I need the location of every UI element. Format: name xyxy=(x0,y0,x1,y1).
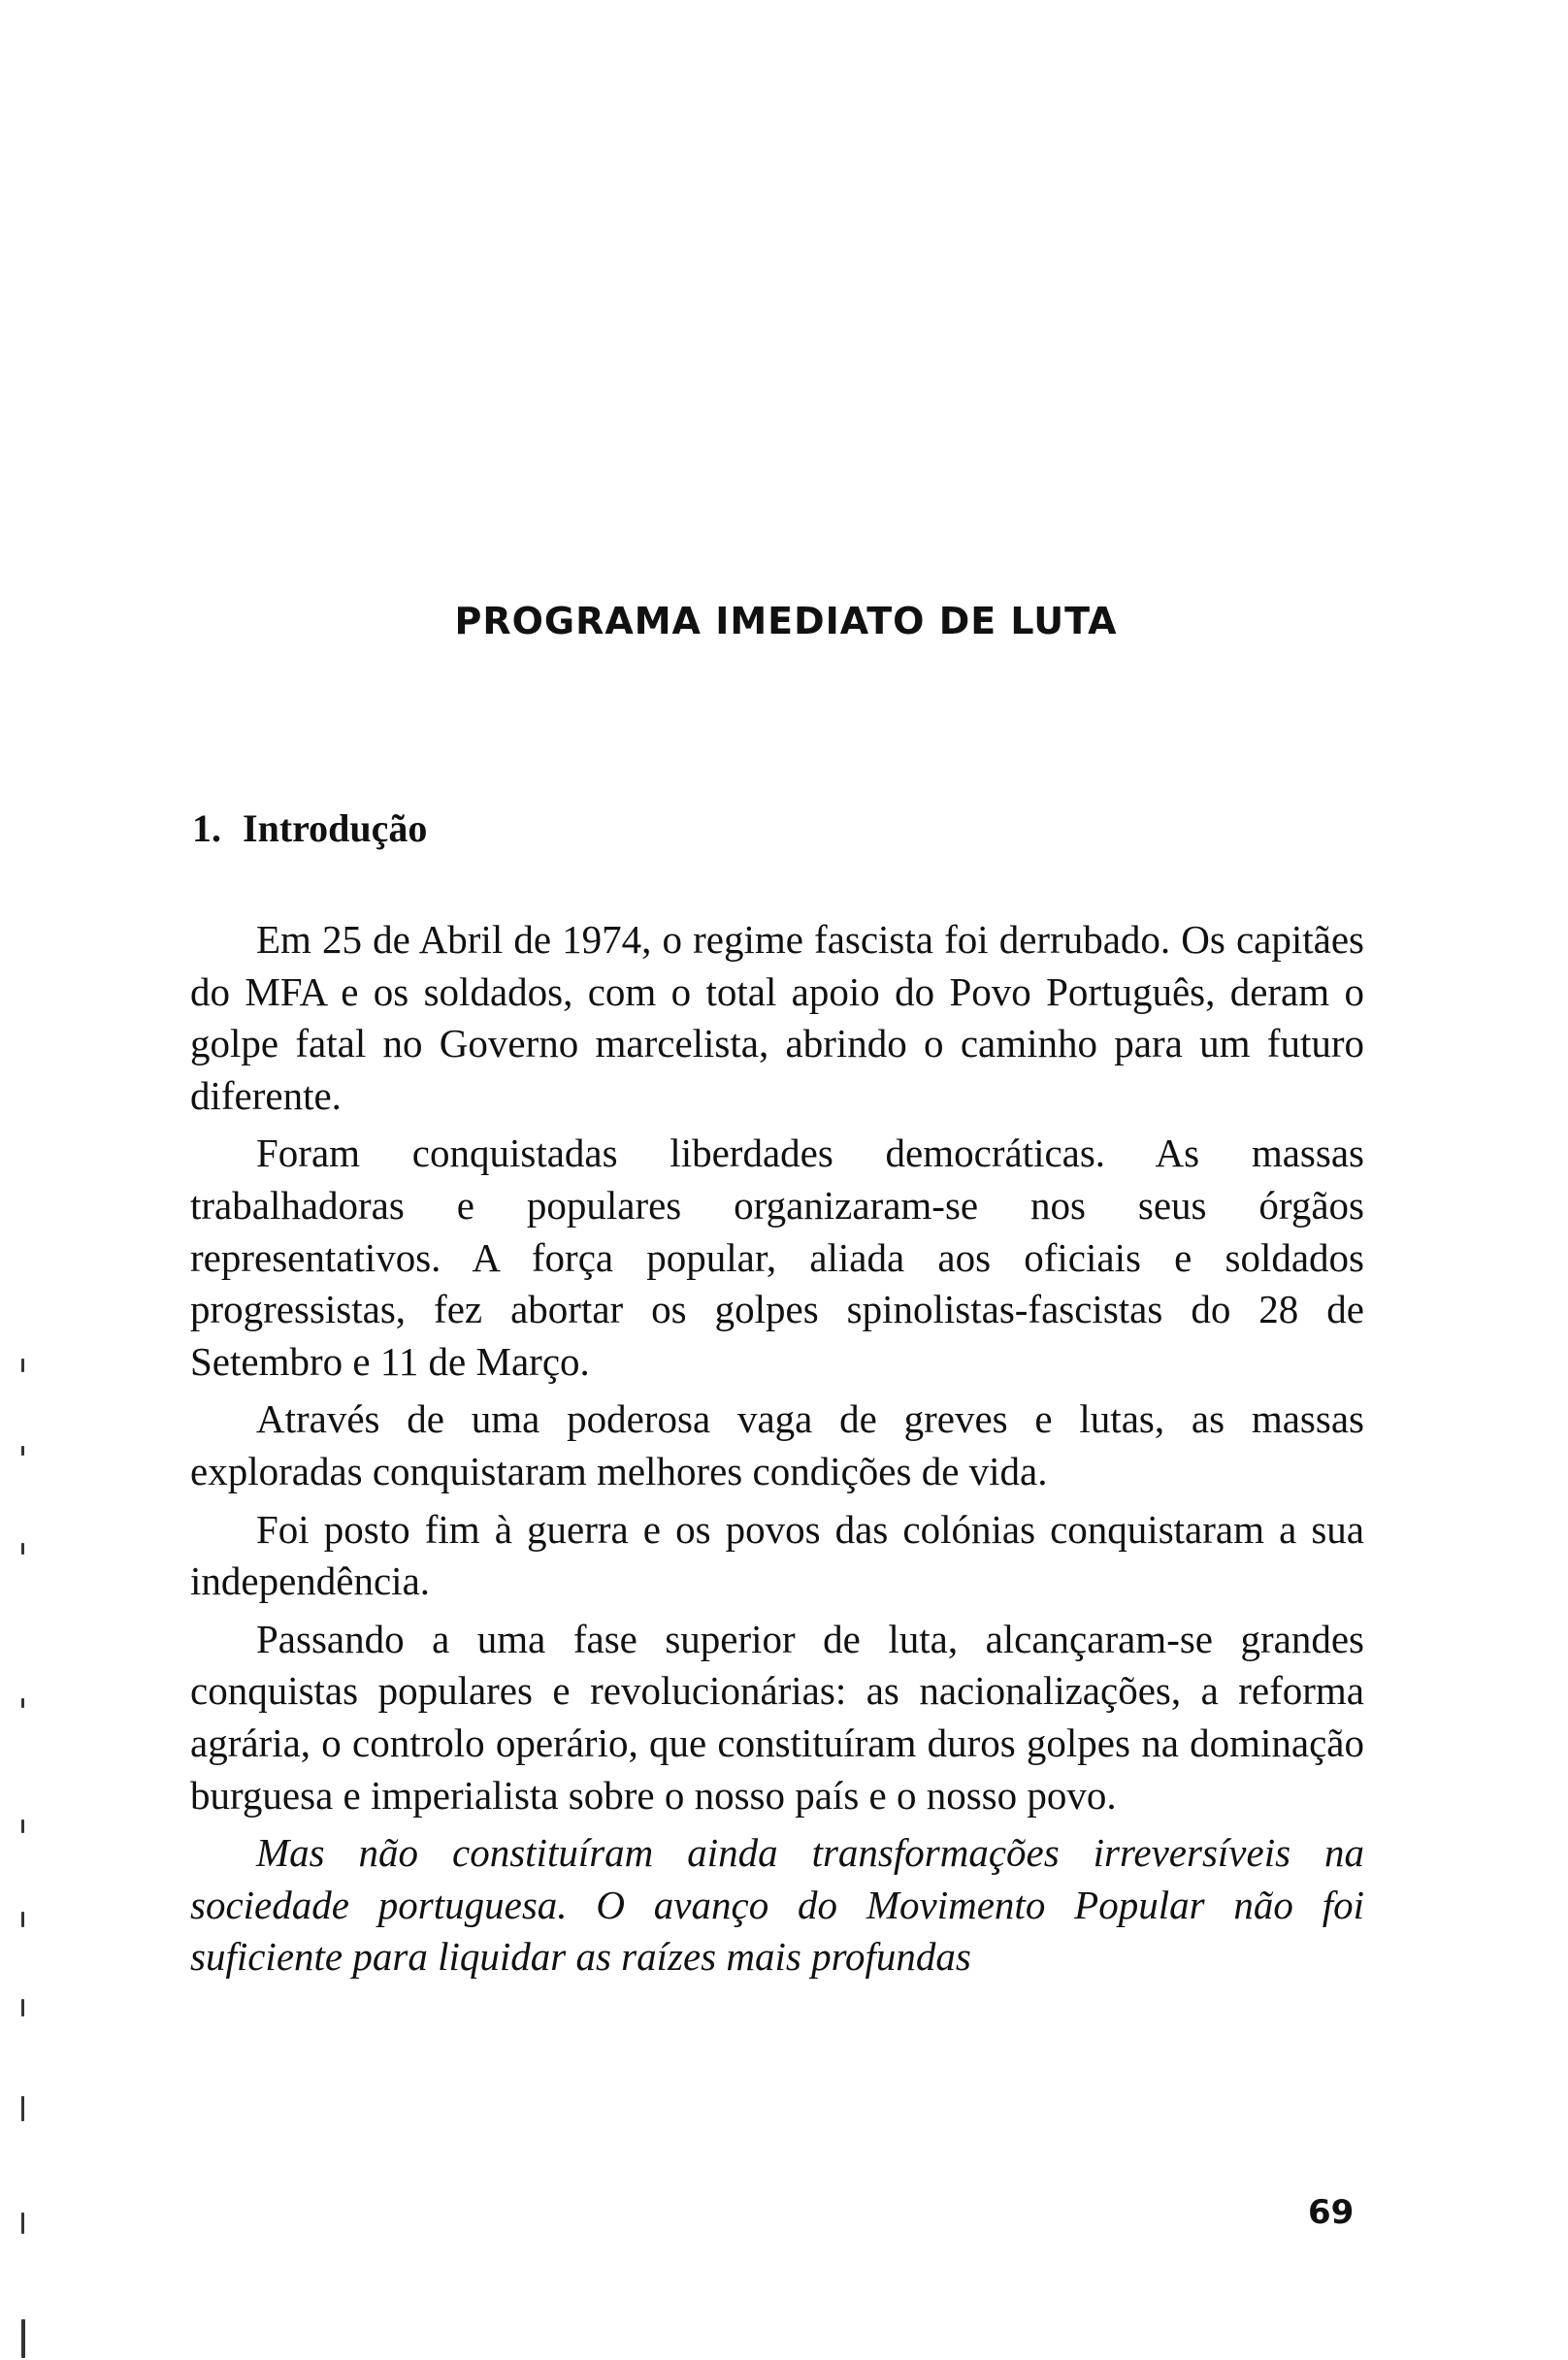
scan-artifact xyxy=(21,2212,24,2234)
scan-artifact xyxy=(21,1543,24,1555)
scan-artifact xyxy=(21,1698,24,1708)
scan-artifact xyxy=(21,2319,25,2358)
paragraph: Foi posto fim à guerra e os povos das colónias conquistaram a sua independência. xyxy=(190,1506,1364,1604)
paragraph: Passando a uma fase superior de luta, alcançaram-se grandes conquistas populares e revolucionárias: as nacionalizações, a reforma agrária, o controlo operário, que constituíram duros golpes na dominação burguesa e imperialista sobre o nosso país e o nosso povo. xyxy=(190,1616,1364,1818)
section-title: Introdução xyxy=(243,806,428,850)
body-text xyxy=(190,914,1364,1989)
paragraph: Foram conquistadas liberdades democráticas. As massas trabalhadoras e populares organizaram-se nos seus órgãos representativos. A força popular, aliada aos oficiais e soldados progressistas, fez abortar os golpes spinolistas-fascistas do 28 de Setembro e 11 de Março. xyxy=(190,1131,1364,1384)
section-heading xyxy=(192,805,427,851)
scan-artifact xyxy=(21,2096,24,2121)
page-title: PROGRAMA IMEDIATO DE LUTA xyxy=(454,600,1118,642)
scan-margin-marks xyxy=(21,466,41,2358)
paragraph: Através de uma poderosa vaga de greves e lutas, as massas exploradas conquistaram melhores condições de vida. xyxy=(190,1396,1364,1493)
italic-paragraph: Mas não constituíram ainda transformações irreversíveis na sociedade portuguesa. O avanço do Movimento Popular não foi suficiente para liquidar as raízes mais profundas xyxy=(190,1830,1364,1980)
scan-artifact xyxy=(21,1912,24,1927)
scan-artifact xyxy=(21,1999,24,2016)
paragraph: Em 25 de Abril de 1974, o regime fascista foi derrubado. Os capitães do MFA e os soldados, com o total apoio do Povo Português, deram o golpe fatal no Governo marcelista, abrindo o caminho para um futuro diferente. xyxy=(190,917,1364,1118)
page-number: 69 xyxy=(1308,2193,1355,2232)
scan-artifact xyxy=(21,1359,24,1372)
scan-artifact xyxy=(21,1819,24,1833)
scan-artifact xyxy=(21,1446,24,1456)
section-number: 1. xyxy=(192,806,221,850)
